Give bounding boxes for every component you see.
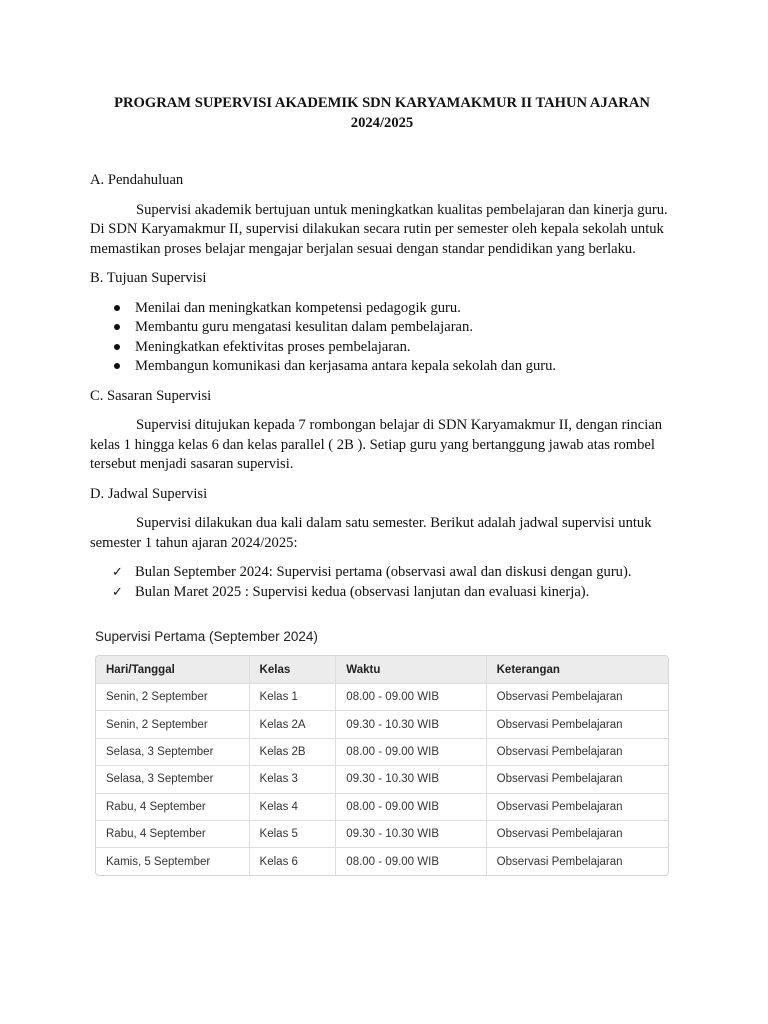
document-title: PROGRAM SUPERVISI AKADEMIK SDN KARYAMAKMUR II TAHUN AJARAN 2024/2025 xyxy=(114,95,650,131)
table-header-row xyxy=(96,656,668,684)
table-cell: 09.30 - 10.30 WIB xyxy=(336,711,486,738)
check-icon: ✓ xyxy=(112,584,123,600)
section-a-heading: A. Pendahuluan xyxy=(90,172,184,188)
section-a-paragraph: Supervisi akademik bertujuan untuk meningkatkan kualitas pembelajaran dan kinerja guru. Di SDN Karyamakmur II, supervisi dilakukan secara rutin per semester oleh kepala sekolah untuk memastikan proses belajar mengajar berjalan sesuai dengan standar pendidikan yang berlaku. xyxy=(90,201,668,257)
table-cell: Observasi Pembelajaran xyxy=(487,711,668,738)
section-c-heading: C. Sasaran Supervisi xyxy=(90,387,212,404)
table-cell: Observasi Pembelajaran xyxy=(487,766,668,793)
table-cell: Selasa, 3 September xyxy=(96,766,250,793)
header-cell: Keterangan xyxy=(487,656,668,684)
table-cell: 09.30 - 10.30 WIB xyxy=(336,766,486,793)
list-item: Membangun komunikasi dan kerjasama antara kepala sekolah dan guru. xyxy=(90,357,674,377)
table-cell: 08.00 - 09.00 WIB xyxy=(336,739,486,766)
table-row xyxy=(96,739,668,766)
check-icon: ✓ xyxy=(112,565,123,580)
table-cell: Kelas 2A xyxy=(250,711,337,738)
list-item-text: Bulan September 2024: Supervisi pertama (observasi awal dan diskusi dengan guru). xyxy=(135,564,632,580)
section-d-heading: D. Jadwal Supervisi xyxy=(90,485,208,502)
table-cell: Observasi Pembelajaran xyxy=(496,855,623,868)
table-cell: Observasi Pembelajaran xyxy=(487,684,668,711)
list-item: Menilai dan meningkatkan kompetensi pedagogik guru. xyxy=(90,299,674,319)
schedule-title: Supervisi Pertama (September 2024) xyxy=(95,629,318,644)
table-cell: Kelas 6 xyxy=(250,848,337,874)
table-row xyxy=(96,821,668,848)
table-row xyxy=(96,711,668,738)
table-row xyxy=(96,684,668,711)
schedule-table xyxy=(95,655,669,876)
table-cell: 08.00 - 09.00 WIB xyxy=(336,684,486,711)
table-cell: 08.00 - 09.00 WIB xyxy=(336,848,486,874)
table-cell: Kelas 2B xyxy=(250,739,337,766)
table-cell: Senin, 2 September xyxy=(96,711,250,738)
document-body xyxy=(90,94,674,602)
header-cell: Hari/Tanggal xyxy=(96,656,250,684)
section-d-paragraph: Supervisi dilakukan dua kali dalam satu semester. Berikut adalah jadwal supervisi untuk semester 1 tahun ajaran 2024/2025: xyxy=(90,515,652,551)
table-cell: Kelas 4 xyxy=(250,794,337,821)
table-row xyxy=(96,794,668,821)
header-cell: Kelas xyxy=(250,656,337,684)
table-cell: Kelas 5 xyxy=(250,821,337,848)
section-c-paragraph: Supervisi ditujukan kepada 7 rombongan belajar di SDN Karyamakmur II, dengan rincian kelas 1 hingga kelas 6 dan kelas parallel ( 2B ). Setiap guru yang bertanggung jawab atas rombel tersebut menjadi sasaran supervisi. xyxy=(90,417,663,472)
table-row xyxy=(96,766,668,793)
list-item xyxy=(90,583,674,603)
table-row xyxy=(96,848,668,874)
table-cell: Kelas 1 xyxy=(250,684,337,711)
table-cell: 08.00 - 09.00 WIB xyxy=(336,794,486,821)
goals-list xyxy=(90,299,674,377)
table-cell: 09.30 - 10.30 WIB xyxy=(336,821,486,848)
schedule-list xyxy=(90,563,674,602)
list-item: Meningkatkan efektivitas proses pembelajaran. xyxy=(90,338,674,358)
list-item xyxy=(90,563,674,583)
section-b-heading: B. Tujuan Supervisi xyxy=(90,270,207,286)
table-cell: Senin, 2 September xyxy=(96,684,250,711)
schedule-section xyxy=(95,627,669,876)
table-cell: Selasa, 3 September xyxy=(96,739,250,766)
header-cell: Waktu xyxy=(336,656,486,684)
table-cell: Observasi Pembelajaran xyxy=(487,739,668,766)
table-cell: Observasi Pembelajaran xyxy=(487,821,668,848)
table-cell: Kelas 3 xyxy=(250,766,337,793)
list-item-text: Bulan Maret 2025 : Supervisi kedua (observasi lanjutan dan evaluasi kinerja). xyxy=(135,583,590,600)
table-cell: Kamis, 5 September xyxy=(96,848,250,874)
table-cell: Rabu, 4 September xyxy=(96,794,250,821)
list-item: Membantu guru mengatasi kesulitan dalam pembelajaran. xyxy=(90,318,674,338)
table-cell: Rabu, 4 September xyxy=(96,821,250,848)
table-cell: Observasi Pembelajaran xyxy=(487,794,668,821)
